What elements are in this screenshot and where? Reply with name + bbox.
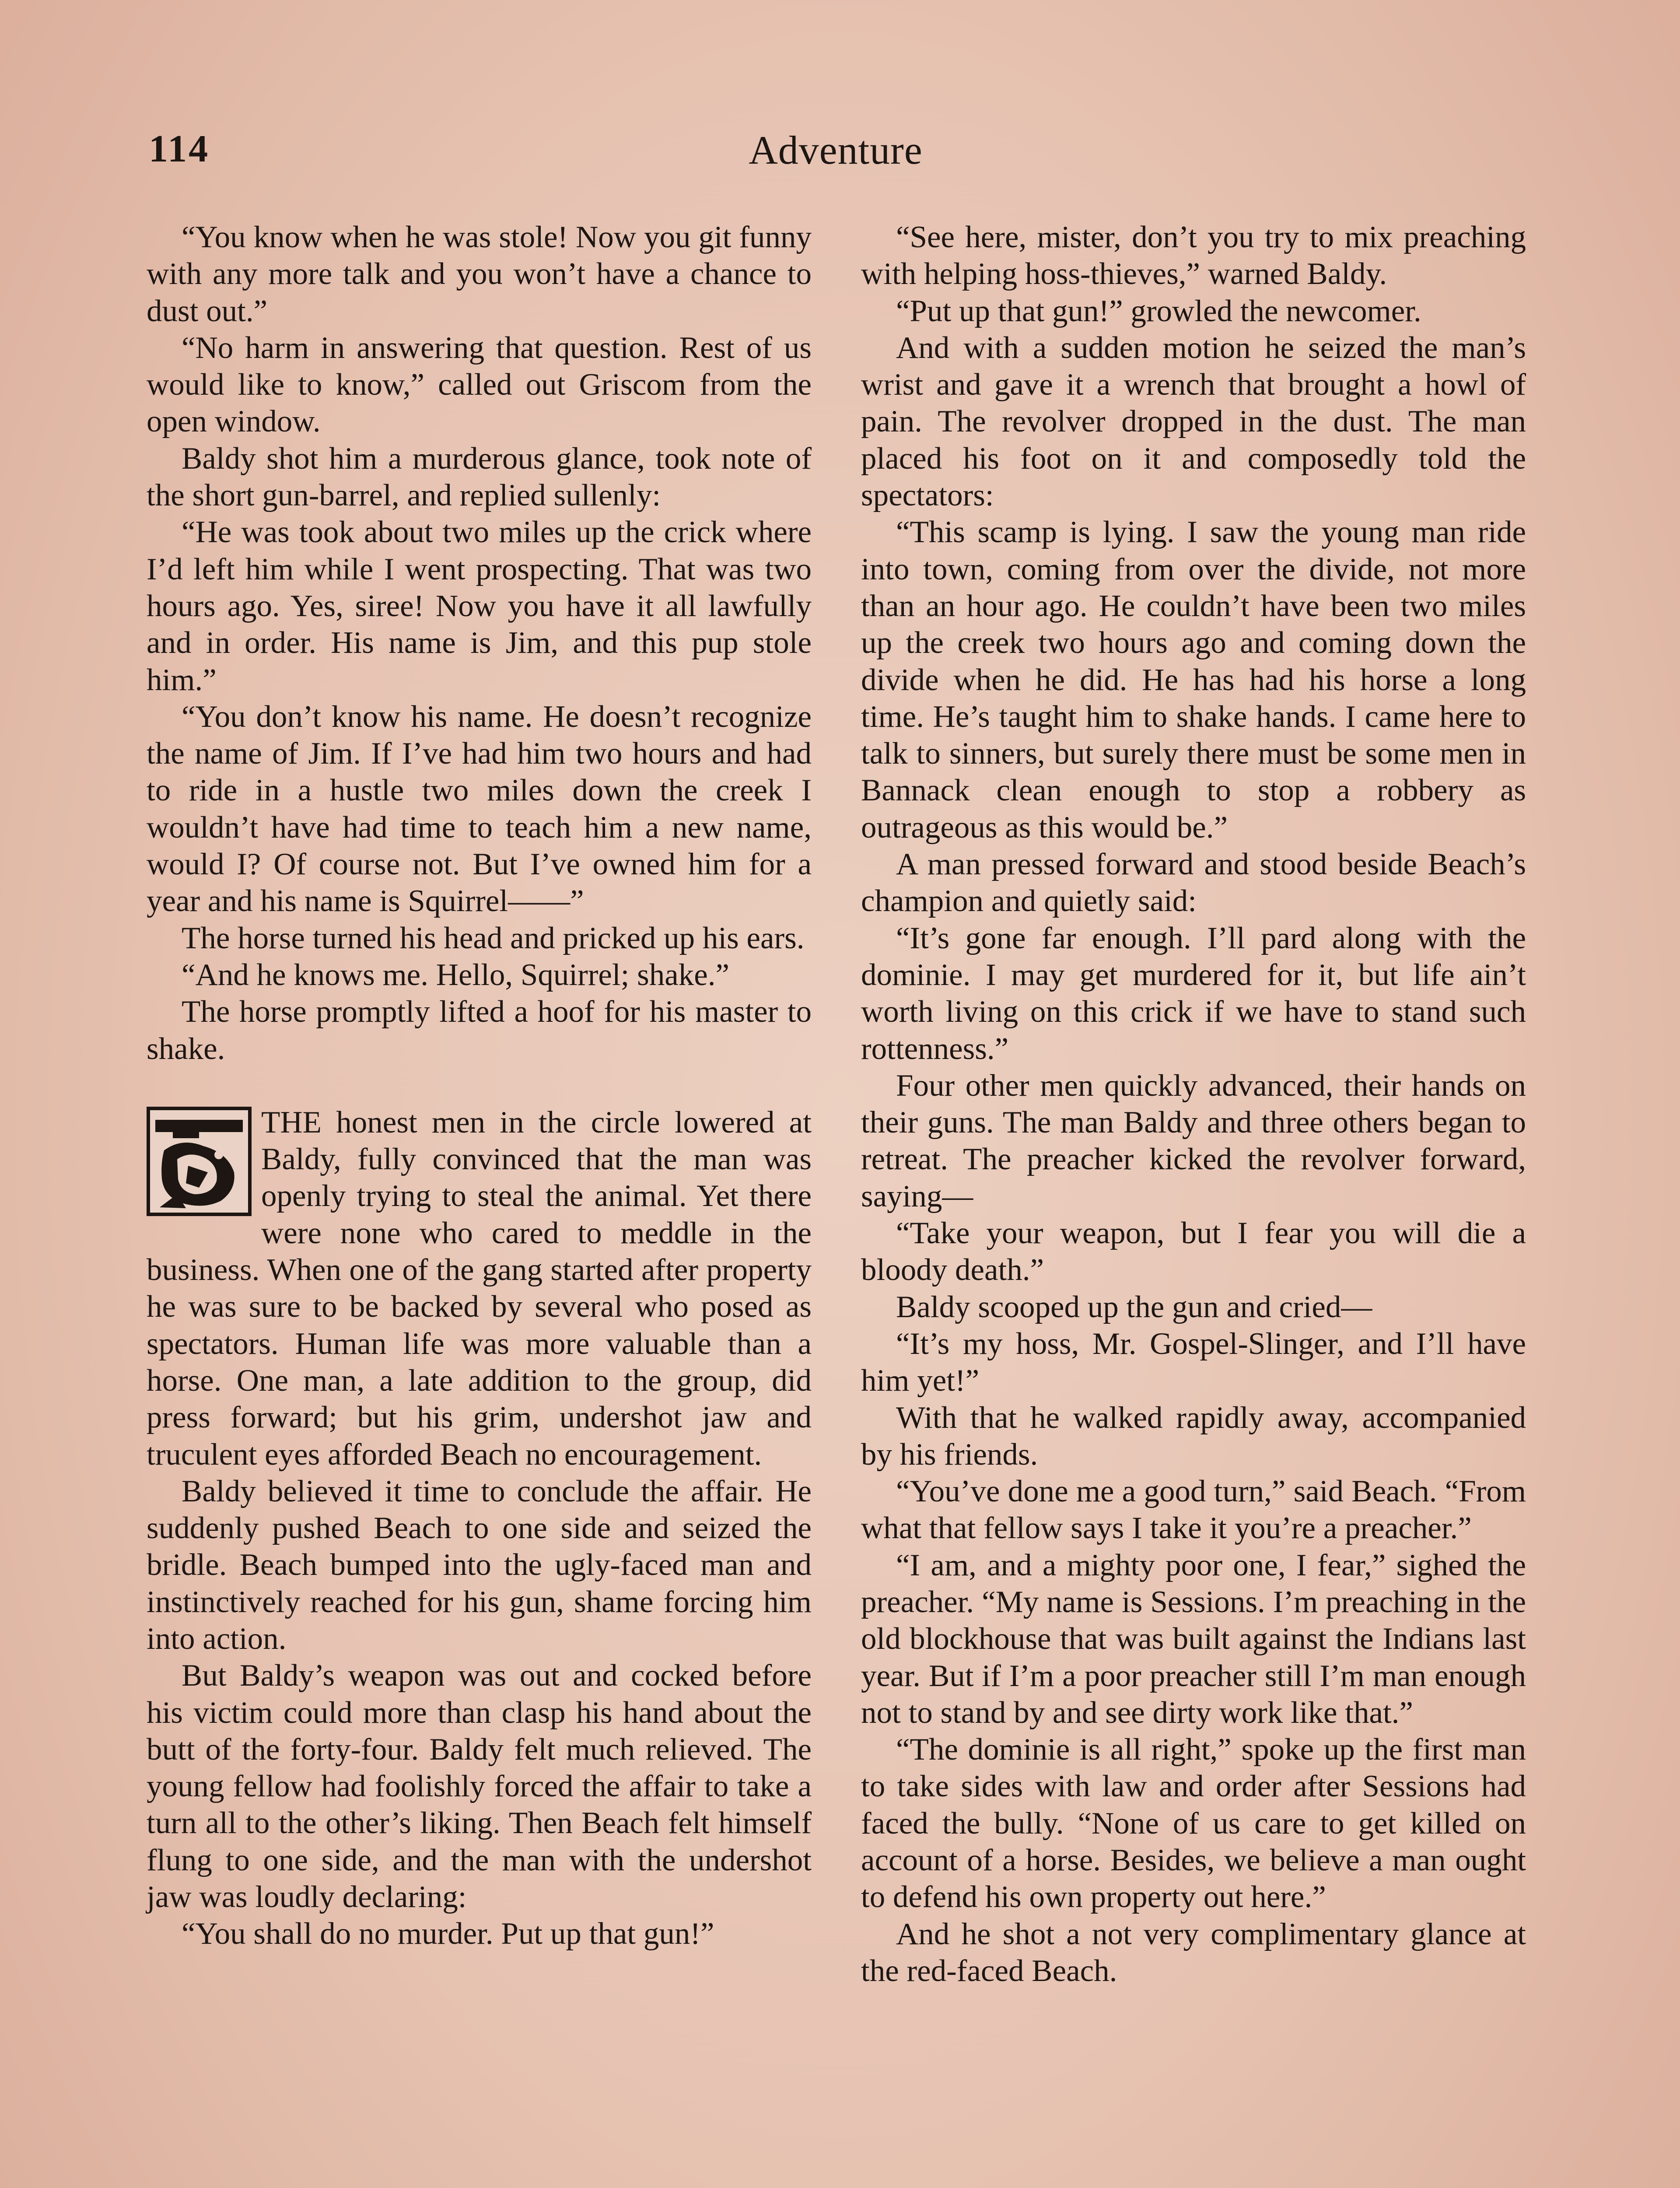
paragraph: Baldy scooped up the gun and cried— <box>896 1290 1372 1324</box>
paragraph: But Baldy’s weapon was out and cocked before his victim could more than clasp his hand about the butt of the forty-four. Baldy felt much relieved. The young fellow had foolishly forced the affair to take a turn all to the other’s liking. Then Beach felt himself flung to one side, and the man with the undershot jaw was loudly declaring: <box>147 1659 812 1914</box>
decorative-initial-icon <box>147 1107 252 1216</box>
paragraph: And with a sudden motion he seized the man’s wrist and gave it a wrench that brought a howl of pain. The revolver dropped in the dust. The man placed his foot on it and composedly told the spectators: <box>861 330 1526 513</box>
paragraph: “And he knows me. Hello, Squirrel; shake.” <box>182 957 730 992</box>
paragraph: “Take your weapon, but I fear you will die a bloody death.” <box>861 1216 1526 1287</box>
page-number: 114 <box>149 128 210 170</box>
paragraph: The horse turned his head and pricked up his ears. <box>182 921 805 955</box>
paragraph: “You know when he was stole! Now you git funny with any more talk and you won’t have a chance to dust out.” <box>147 220 812 328</box>
paragraph: “I am, and a mighty poor one, I fear,” sighed the preacher. “My name is Sessions. I’m preaching in the old blockhouse that was built against the Indians last year. But if I’m a poor preacher still I’m man enough not to stand by and see dirty work like that.” <box>861 1548 1526 1730</box>
running-head: Adventure <box>749 128 923 172</box>
left-column <box>147 219 812 1953</box>
paragraph: “This scamp is lying. I saw the young man ride into town, coming from over the divide, not more than an hour ago. He couldn’t have been two miles up the creek two hours ago and coming down the divide when he did. He has had his horse a long time. He’s taught him to shake hands. I came here to talk to sinners, but surely there must be some men in Bannack clean enough to stop a robbery as outrageous as this would be.” <box>861 515 1526 845</box>
paragraph: Four other men quickly advanced, their hands on their guns. The man Baldy and three others began to retreat. The preacher kicked the revolver forward, saying— <box>861 1068 1526 1213</box>
paragraph: “It’s my hoss, Mr. Gospel-Slinger, and I’ll have him yet!” <box>861 1326 1526 1398</box>
paragraph: “You shall do no murder. Put up that gun!” <box>182 1917 714 1951</box>
paragraph: Baldy believed it time to conclude the affair. He suddenly pushed Beach to one side and seized the bridle. Beach bumped into the ugly-faced man and instinctively reached for his gun, shame forcing him into action. <box>147 1474 812 1656</box>
dropcap-paragraph <box>147 1104 812 1473</box>
paragraph: “It’s gone far enough. I’ll pard along with the dominie. I may get murdered for it, but life ain’t worth living on this crick if we have to stand such rottenness.” <box>861 921 1526 1066</box>
page-header <box>149 118 1522 184</box>
paragraph: “He was took about two miles up the crick where I’d left him while I went prospecting. That was two hours ago. Yes, siree! Now you have it all lawfully and in order. His name is Jim, and this pup stole him.” <box>147 515 812 697</box>
paragraph: With that he walked rapidly away, accompanied by his friends. <box>861 1400 1526 1472</box>
paragraph: “You’ve done me a good turn,” said Beach. “From what that fellow says I take it you’re a preacher.” <box>861 1474 1526 1546</box>
dropcap-paragraph-text: THE honest men in the circle lowered at Baldy, fully convinced that the man was openly trying to steal the animal. Yet there were none who cared to meddle in the business. When one of the gang started after property he was sure to be backed by several who posed as spectators. Human life was more valuable than a horse. One man, a late addition to the group, did press forward; but his grim, undershot jaw and truculent eyes afforded Beach no encouragement. <box>147 1105 812 1472</box>
right-column <box>861 219 1526 1989</box>
paragraph: A man pressed forward and stood beside Beach’s champion and quietly said: <box>861 847 1526 919</box>
paragraph: “See here, mister, don’t you try to mix preaching with helping hoss-thieves,” warned Baldy. <box>861 220 1526 291</box>
paragraph: The horse promptly lifted a hoof for his master to shake. <box>147 995 812 1066</box>
paragraph: And he shot a not very complimentary glance at the red-faced Beach. <box>861 1917 1526 1988</box>
paragraph: “The dominie is all right,” spoke up the first man to take sides with law and order after Sessions had faced the bully. “None of us care to get killed on account of a horse. Besides, we believe a man ought to defend his own property out here.” <box>861 1732 1526 1914</box>
paragraph: “No harm in answering that question. Rest of us would like to know,” called out Griscom from the open window. <box>147 330 812 439</box>
paragraph: “You don’t know his name. He doesn’t recognize the name of Jim. If I’ve had him two hours and had to ride in a hustle two miles down the creek I wouldn’t have had time to teach him a new name, would I? Of course not. But I’ve owned him for a year and his name is Squirrel——” <box>147 699 812 919</box>
paragraph: Baldy shot him a murderous glance, took note of the short gun-barrel, and replied sullenly: <box>147 441 812 513</box>
paragraph: “Put up that gun!” growled the newcomer. <box>896 294 1421 328</box>
